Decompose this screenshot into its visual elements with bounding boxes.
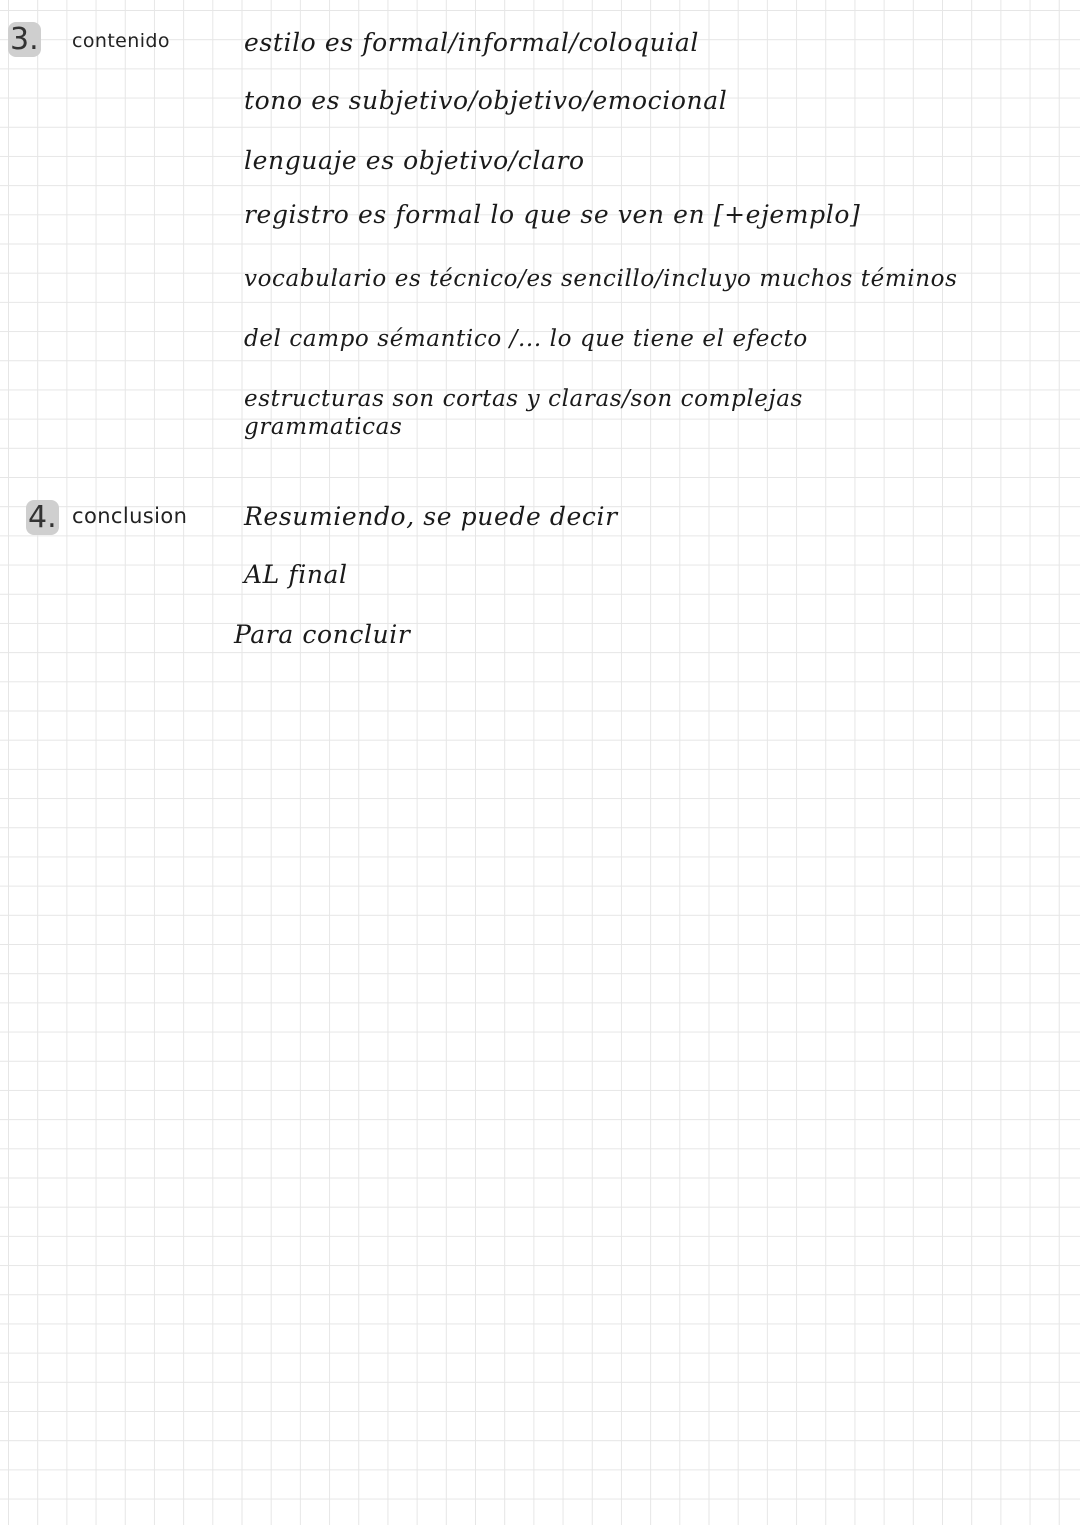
note-line-resumiendo: Resumiendo, se puede decir: [244, 502, 618, 531]
note-line-lenguaje: lenguaje es objetivo/claro: [244, 146, 585, 175]
section-3-number: [8, 22, 41, 57]
note-line-grammaticas: grammaticas: [244, 414, 403, 440]
section-4-heading: conclusion: [72, 504, 188, 528]
section-3-heading: contenido: [72, 30, 170, 52]
note-line-registro: registro es formal lo que se ven en [+ejemplo]: [244, 200, 861, 229]
note-line-al-final: AL final: [244, 560, 348, 589]
section-3-number-text: 3.: [10, 22, 39, 57]
note-line-estilo: estilo es formal/informal/coloquial: [244, 28, 699, 57]
note-line-estructuras: estructuras son cortas y claras/son complejas: [244, 386, 803, 412]
section-4-number: [26, 500, 59, 535]
note-line-campo-semantico: del campo sémantico /... lo que tiene el efecto: [244, 326, 808, 352]
note-line-vocabulario: vocabulario es técnico/es sencillo/incluyo muchos téminos: [244, 266, 958, 292]
section-4-number-text: 4.: [28, 500, 57, 535]
note-line-tono: tono es subjetivo/objetivo/emocional: [244, 86, 728, 115]
note-line-para-concluir: Para concluir: [234, 620, 411, 649]
